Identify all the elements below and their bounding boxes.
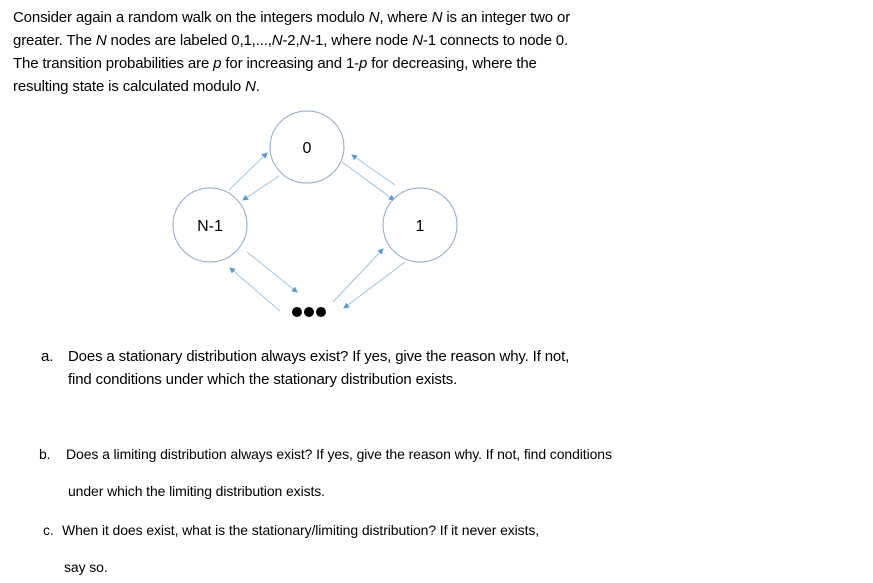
text-segment: The transition probabilities are: [13, 55, 214, 72]
text-segment: nodes are labeled 0,1,...,: [106, 32, 272, 49]
italic-variable: N: [245, 78, 256, 95]
ellipsis-dot: [316, 307, 326, 317]
question-a-text: Does a stationary distribution always exist? If yes, give the reason why. If not,: [68, 348, 570, 365]
text-segment: is an integer two or: [442, 9, 571, 26]
question-a-text: find conditions under which the stationary distribution exists.: [68, 371, 458, 388]
italic-variable: N: [271, 32, 283, 49]
italic-variable: p: [213, 55, 222, 72]
edge-0-to-n1: [243, 176, 279, 200]
question-a-marker: a.: [41, 348, 54, 365]
italic-variable: N: [431, 9, 443, 26]
question-c-text: say so.: [64, 559, 108, 575]
edge-n1-to-0: [229, 153, 267, 190]
ellipsis-dots: [292, 307, 326, 317]
edge-n1-to-dots: [247, 252, 297, 292]
text-segment: -2,: [282, 32, 300, 49]
node-n-minus-1-label: N-1: [197, 218, 223, 235]
ellipsis-dot: [304, 307, 314, 317]
text-segment: resulting state is calculated modulo: [13, 78, 246, 95]
question-b-text: under which the limiting distribution exists.: [68, 483, 325, 499]
question-b-marker: b.: [39, 446, 51, 462]
node-0-label: 0: [302, 140, 312, 157]
text-segment: , where: [379, 9, 432, 26]
node-0: [270, 111, 344, 183]
node-1-label: 1: [415, 218, 425, 235]
text-segment: for decreasing, where the: [367, 55, 537, 72]
text-segment: Consider again a random walk on the integers modulo: [13, 9, 369, 26]
edge-1-to-0: [352, 155, 395, 185]
italic-variable: N: [412, 32, 423, 49]
text-segment: for increasing and 1-: [221, 55, 359, 72]
text-segment: -1, where node: [310, 32, 413, 49]
italic-variable: N: [368, 9, 380, 26]
question-c-text: When it does exist, what is the stationary/limiting distribution? If it never exists,: [62, 522, 540, 538]
question-c-marker: c.: [43, 522, 54, 538]
ellipsis-dot: [292, 307, 302, 317]
question-b-text: Does a limiting distribution always exist? If yes, give the reason why. If not, find conditions: [66, 446, 612, 462]
node-n-minus-1: [173, 188, 247, 262]
edge-0-to-1: [342, 162, 394, 200]
italic-variable: p: [359, 55, 368, 72]
edge-dots-to-n1: [230, 268, 280, 311]
text-segment: -1 connects to node 0.: [422, 32, 569, 49]
italic-variable: N: [299, 32, 311, 49]
node-1: [383, 188, 457, 262]
text-segment: greater. The: [13, 32, 96, 49]
italic-variable: N: [95, 32, 107, 49]
edge-dots-to-1: [333, 249, 383, 302]
text-segment: .: [255, 78, 260, 95]
edge-1-to-dots: [344, 262, 405, 308]
